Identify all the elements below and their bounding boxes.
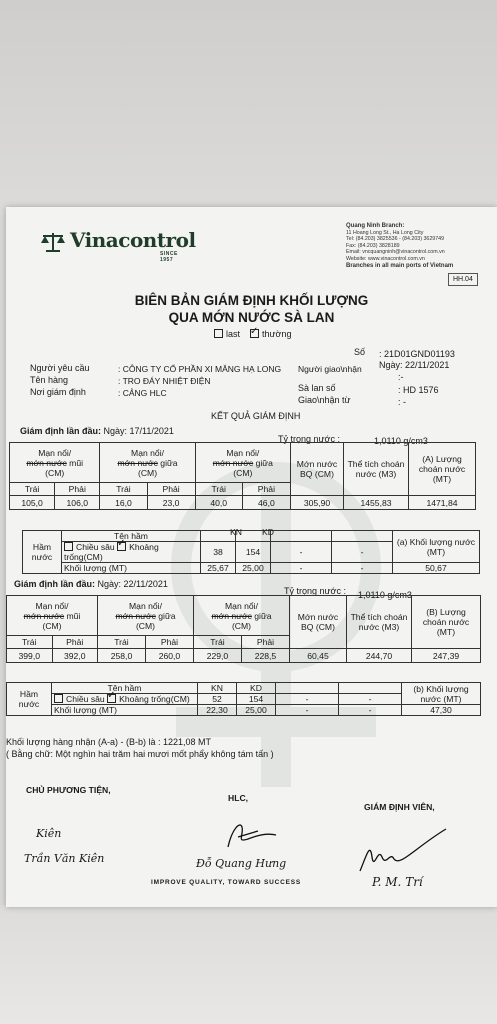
receiver-label: Người giao\nhận	[298, 364, 362, 374]
branch-line: Website: www.vinacontrol.com.vn	[346, 255, 425, 262]
location-label: Nơi giám định	[30, 387, 86, 397]
cell-value: -	[276, 705, 339, 716]
cell-value: 105,0	[10, 496, 55, 510]
background-top	[0, 0, 497, 215]
cell-value: 154	[237, 694, 276, 705]
scale-icon	[40, 231, 66, 253]
cell-value: 25,00	[237, 705, 276, 716]
report-number: : 21D01GND01193	[379, 349, 455, 359]
goods-label: Tên hàng	[30, 375, 69, 385]
cell-value: 247,39	[412, 649, 481, 663]
col-right: Phải	[52, 636, 98, 649]
total-in-words: ( Bằng chữ: Một nghìn hai trăm hai mươi mốt phẩy không tám tấn )	[6, 749, 274, 759]
checkbox-empty-icon	[214, 329, 223, 338]
option-thuong: ✓ thường	[250, 329, 291, 339]
result-title: KẾT QUẢ GIÁM ĐỊNH	[211, 411, 301, 421]
location-value: : CẢNG HLC	[118, 388, 167, 398]
water-mass-value: 50,67	[393, 563, 480, 574]
owner-signature-label: CHỦ PHƯƠNG TIỆN,	[26, 785, 111, 795]
inspector-signature-label: GIÁM ĐỊNH VIÊN,	[364, 802, 435, 812]
cell-value: 1471,84	[409, 496, 476, 510]
tank-name-header: Tên hầm	[52, 683, 198, 694]
hlc-name-handwritten: Đỗ Quang Hưng	[196, 857, 287, 870]
header-mid: Mạn nổi/ mớn nước giữa (CM)	[98, 596, 194, 636]
header-stern: Mạn nổi/ mớn nước giữa (CM)	[195, 443, 290, 483]
tank-water-label: Hầm nước	[23, 531, 62, 574]
section2-header: Giám định lần đầu: Ngày: 22/11/2021	[14, 579, 168, 589]
tank-kn-header: KN	[230, 527, 242, 537]
tank-depth-row: Chiều sâu ✓ Khoảng trống(CM)	[52, 694, 198, 705]
header-bow: Mạn nổi/ mớn nước mũi (CM)	[10, 443, 100, 483]
water-mass-label: (a) Khối lượng nước (MT)	[393, 531, 480, 563]
water-mass-value: 47,30	[402, 705, 481, 716]
branch-title: Quang Ninh Branch:	[346, 223, 405, 229]
cell-value: -	[332, 563, 393, 574]
cell-value: 106,0	[55, 496, 100, 510]
cell-value: 399,0	[7, 649, 53, 663]
goods-value: : TRO ĐÁY NHIỆT ĐIỆN	[118, 376, 211, 386]
owner-signature: Kiên	[36, 827, 62, 840]
col-right: Phải	[241, 636, 289, 649]
cell-value: 46,0	[242, 496, 290, 510]
tank-water-label: Hầm nước	[7, 683, 52, 716]
cell-value: 60,45	[290, 649, 347, 663]
col-right: Phải	[55, 483, 100, 496]
requester-value: : CÔNG TY CỔ PHẦN XI MĂNG HẠ LONG	[118, 364, 282, 374]
slogan: IMPROVE QUALITY, TOWARD SUCCESS	[151, 879, 301, 886]
col-left: Trái	[7, 636, 53, 649]
report-date: Ngày: 22/11/2021	[379, 360, 450, 370]
tank-kd-header: KD	[262, 527, 274, 537]
header-volume: Thể tích choán nước (M3)	[344, 443, 409, 496]
col-left: Trái	[100, 483, 147, 496]
cell-value: -	[271, 563, 332, 574]
cell-value: 40,0	[195, 496, 242, 510]
tank-depth-row: Chiều sâu ✓ Khoảng trống(CM)	[62, 542, 201, 563]
section2-tank-table	[6, 682, 481, 716]
delivered-from-value: : -	[398, 397, 406, 407]
barge-number: : HD 1576	[398, 385, 439, 395]
col-right: Phải	[147, 483, 195, 496]
checkbox-checked-icon	[117, 542, 126, 551]
inspection-report-paper	[6, 207, 497, 907]
branch-footer: Branches in all main ports of Vietnam	[346, 262, 454, 269]
header-mean-draft: Mớn nước BQ (CM)	[291, 443, 344, 496]
brand-name: Vinacontrol	[70, 228, 196, 252]
report-title: BIÊN BẢN GIÁM ĐỊNH KHỐI LƯỢNG	[134, 293, 369, 308]
cell-value: 305,90	[291, 496, 344, 510]
cell-value: 258,0	[98, 649, 146, 663]
cell-value: 244,70	[347, 649, 412, 663]
section1-header: Giám định lần đầu: Ngày: 17/11/2021	[20, 426, 174, 436]
cell-value: 392,0	[52, 649, 98, 663]
cell-value: -	[271, 542, 332, 563]
cell-value: 16,0	[100, 496, 147, 510]
hlc-signature-label: HLC,	[228, 793, 249, 803]
col-left: Trái	[195, 483, 242, 496]
cell-value: 1455,83	[344, 496, 409, 510]
tank-kn-header: KN	[198, 683, 237, 694]
cell-value: 154	[236, 542, 271, 563]
tank-kd-header: KD	[237, 683, 276, 694]
branch-line: Tel: (84.203) 3825536 - (84.203) 3629749	[346, 236, 445, 243]
branch-line: 11 Hoang Long St., Ha Long City	[346, 229, 424, 236]
inspector-signature	[356, 827, 456, 877]
section1-density-label: Tỷ trọng nước :	[278, 434, 340, 444]
cell-value: 52	[198, 694, 237, 705]
cell-value: -	[339, 705, 402, 716]
cell-value: 38	[201, 542, 236, 563]
branch-line: Fax: (84.203) 3828189	[346, 242, 400, 249]
tank-mass-row: Khối lượng (MT)	[52, 705, 198, 716]
header-mean-draft: Mớn nước BQ (CM)	[290, 596, 347, 649]
col-left: Trái	[98, 636, 146, 649]
cell-value: 228,5	[241, 649, 289, 663]
col-right: Phải	[145, 636, 193, 649]
cell-value: 25,67	[201, 563, 236, 574]
header-volume: Thể tích choán nước (M3)	[347, 596, 412, 649]
form-code: HH.04	[448, 273, 478, 286]
report-subtitle: QUA MỚN NƯỚC SÀ LAN	[168, 310, 335, 325]
checkbox-empty-icon	[64, 542, 73, 551]
receiver-value: :-	[398, 372, 404, 382]
cell-value: 23,0	[147, 496, 195, 510]
cell-value: 229,0	[193, 649, 241, 663]
requester-label: Người yêu cầu	[30, 363, 90, 373]
cell-value: -	[339, 694, 402, 705]
cell-value: 22,30	[198, 705, 237, 716]
branch-info	[346, 223, 453, 269]
cell-value: 260,0	[145, 649, 193, 663]
header-bow: Mạn nổi/ mớn nước mũi (CM)	[7, 596, 98, 636]
branch-line: Email: vncquangninh@vinacontrol.com.vn	[346, 249, 445, 256]
header-displacement: (A) Lượng choán nước (MT)	[409, 443, 476, 496]
option-last: last	[214, 329, 240, 339]
header-displacement: (B) Lượng choán nước (MT)	[412, 596, 481, 649]
section1-tank-table	[22, 530, 480, 574]
total-received-mass: Khối lượng hàng nhận (A-a) - (B-b) là : 1221,08 MT	[6, 737, 212, 747]
section2-draft-table	[6, 595, 481, 663]
col-left: Trái	[10, 483, 55, 496]
cell-value: 25,00	[236, 563, 271, 574]
inspector-name-handwritten: P. M. Trí	[372, 875, 423, 889]
col-right: Phải	[242, 483, 290, 496]
section1-draft-table	[9, 442, 476, 510]
hlc-signature	[218, 819, 278, 849]
background-bottom	[0, 905, 497, 1024]
tank-mass-row: Khối lượng (MT)	[62, 563, 201, 574]
cell-value: -	[332, 542, 393, 563]
tank-name-header: Tên hầm	[62, 531, 201, 542]
header-stern: Mạn nổi/ mớn nước giữa (CM)	[193, 596, 289, 636]
brand-since: SINCE 1957	[160, 251, 178, 263]
cell-value: -	[276, 694, 339, 705]
barge-label: Sà lan số	[298, 383, 336, 393]
section2-density-value: 1,0110 g/cm3	[358, 590, 412, 600]
delivered-from-label: Giao\nhận từ	[298, 395, 351, 405]
checkbox-checked-icon	[250, 329, 259, 338]
owner-name-handwritten: Trần Văn Kiên	[24, 852, 105, 865]
checkbox-checked-icon	[107, 694, 116, 703]
water-mass-label: (b) Khối lượng nước (MT)	[402, 683, 481, 705]
report-number-label: Số	[354, 347, 366, 357]
section2-density-label: Tỷ trọng nước :	[284, 586, 346, 596]
header-mid: Mạn nổi/ mớn nước giữa (CM)	[100, 443, 195, 483]
col-left: Trái	[193, 636, 241, 649]
section1-density-value: 1,0110 g/cm3	[374, 436, 428, 446]
checkbox-empty-icon	[54, 694, 63, 703]
